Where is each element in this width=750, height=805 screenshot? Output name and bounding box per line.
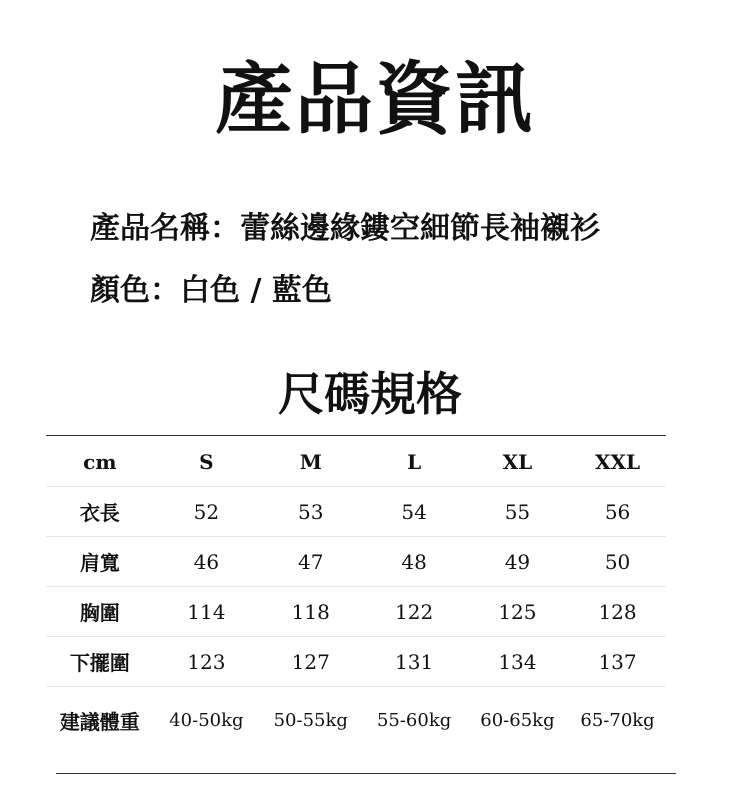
table-cell: 65-70kg <box>580 709 655 731</box>
product-colors: 顏色：白色 / 藍色 <box>90 273 332 308</box>
size-table <box>46 438 666 753</box>
table-cell: 48 <box>362 537 465 587</box>
header-size-s: S <box>154 438 259 487</box>
table-cell: 137 <box>569 637 666 687</box>
table-cell: 127 <box>259 637 362 687</box>
table-cell: 47 <box>259 537 362 587</box>
table-cell: 55 <box>466 487 569 537</box>
header-size-l: L <box>362 438 465 487</box>
table-row <box>46 487 666 537</box>
page-title: 產品資訊 <box>214 54 535 145</box>
table-cell: 114 <box>154 587 259 637</box>
table-cell: 52 <box>154 487 259 537</box>
table-top-rule <box>46 435 666 436</box>
row-label: 衣長 <box>46 487 154 537</box>
table-cell: 131 <box>362 637 465 687</box>
header-size-xl: XL <box>466 438 569 487</box>
header-unit: cm <box>46 438 154 487</box>
row-label: 建議體重 <box>59 709 140 734</box>
table-cell: 122 <box>362 587 465 637</box>
table-cell: 134 <box>466 637 569 687</box>
size-chart-title: 尺碼規格 <box>278 367 462 421</box>
table-cell: 46 <box>154 537 259 587</box>
table-row <box>46 537 666 587</box>
table-cell: 56 <box>569 487 666 537</box>
table-cell: 50 <box>569 537 666 587</box>
row-label: 胸圍 <box>46 587 154 637</box>
table-cell: 125 <box>466 587 569 637</box>
table-cell: 123 <box>154 637 259 687</box>
table-cell: 40-50kg <box>169 709 244 731</box>
table-cell: 50-55kg <box>273 709 348 731</box>
table-cell: 53 <box>259 487 362 537</box>
row-label: 肩寬 <box>46 537 154 587</box>
row-label: 下擺圍 <box>46 637 154 687</box>
header-size-m: M <box>259 438 362 487</box>
table-row <box>46 637 666 687</box>
header-size-xxl: XXL <box>569 438 666 487</box>
table-cell: 55-60kg <box>376 709 452 731</box>
table-cell: 128 <box>569 587 666 637</box>
table-cell: 60-65kg <box>480 709 555 731</box>
table-row <box>46 687 666 754</box>
table-row <box>46 587 666 637</box>
product-name: 產品名稱：蕾絲邊緣鏤空細節長袖襯衫 <box>90 211 600 246</box>
table-cell: 49 <box>466 537 569 587</box>
table-cell: 54 <box>362 487 465 537</box>
table-header-row <box>46 438 666 487</box>
table-cell: 118 <box>259 587 362 637</box>
table-bottom-rule <box>56 773 676 774</box>
